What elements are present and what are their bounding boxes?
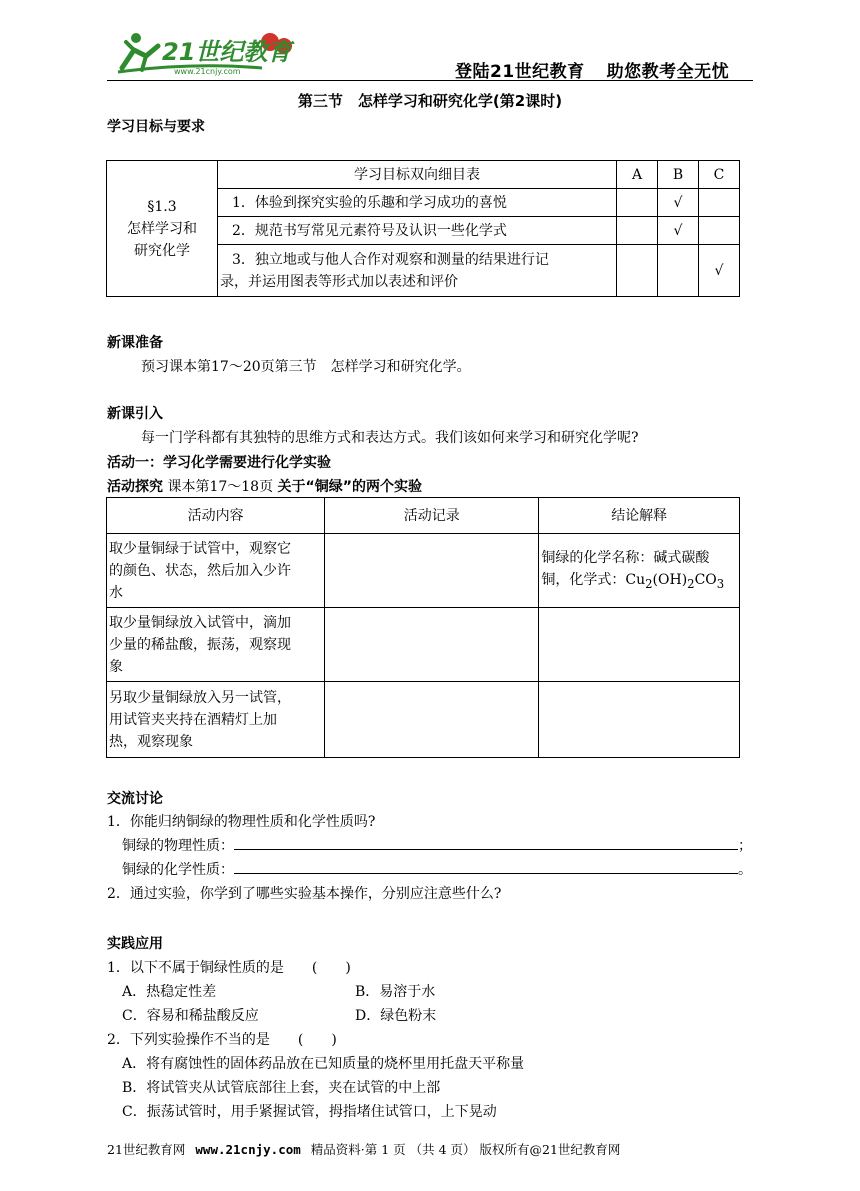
table-row [107,608,740,682]
table-row [107,682,740,758]
header-conclusion: 结论解释 [539,498,740,534]
content-line: 少量的稀盐酸，振荡，观察现 [109,636,291,653]
level-a [617,245,658,297]
logo-graphic [112,28,302,78]
header-record: 活动记录 [325,498,539,534]
q2-option-b[interactable]: B．将试管夹从试管底部往上套，夹在试管的中上部 [122,1080,441,1096]
footer-right: 精品资料·第 1 页 （共 4 页） 版权所有@21世纪教育网 [310,1142,621,1157]
explore-label: 活动探究 [107,479,163,495]
explore-line [107,476,422,496]
objective-text [218,245,617,297]
q1-option-a[interactable]: A．热稳定性差 [122,984,217,1000]
col-a-header: A [617,161,658,189]
chemical-line: 铜绿的化学性质： 。 [122,859,752,879]
q1-option-b[interactable]: B．易溶于水 [355,984,436,1000]
level-c [699,189,740,217]
objective-text: 2．规范书写常见元素符号及认识一些化学式 [218,217,617,245]
level-a [617,217,658,245]
level-b: √ [658,189,699,217]
intro-text: 每一门学科都有其独特的思维方式和表达方式。我们该如何来学习和研究化学呢? [141,430,639,446]
level-c [699,217,740,245]
objective-text: 1．体验到探究实验的乐趣和学习成功的喜悦 [218,189,617,217]
footer-site-link[interactable]: www.21cnjy.com [195,1142,301,1157]
page-footer [107,1140,620,1158]
objectives-table [106,160,740,297]
chemical-label: 铜绿的化学性质： [122,862,234,878]
table-header: 学习目标双向细目表 [218,161,617,189]
section-title-line2: 研究化学 [134,242,190,259]
explore-topic: 关于“铜绿”的两个实验 [277,479,422,495]
section-title-line1: 怎样学习和 [127,220,197,237]
header-rule [107,80,753,81]
activity-content [107,682,325,758]
chemical-blank[interactable] [234,859,738,874]
objectives-heading: 学习目标与要求 [107,119,205,135]
col-c-header: C [699,161,740,189]
explore-text: 课本第17～18页 [167,479,274,495]
content-line: 用试管夹夹持在酒精灯上加 [109,711,277,728]
level-b: √ [658,217,699,245]
level-a [617,189,658,217]
objective-text-line2: 录，并运用图表等形式加以表述和评价 [220,273,458,290]
content-line: 热，观察现象 [109,733,193,750]
objective-text-line1: 3．独立地或与他人合作对观察和测量的结果进行记 [232,251,549,268]
activity-conclusion[interactable] [539,608,740,682]
logo-text: 21世纪教育 [162,38,292,66]
physical-label: 铜绿的物理性质： [122,838,234,854]
slogan-right: 助您教考全无忧 [606,62,730,82]
content-line: 水 [109,584,123,601]
content-line: 取少量铜绿放入试管中，滴加 [109,614,291,631]
activity-conclusion[interactable] [539,682,740,758]
q2-option-a[interactable]: A．将有腐蚀性的固体药品放在已知质量的烧杯里用托盘天平称量 [122,1056,525,1072]
site-logo [112,28,302,78]
section-cell [107,161,218,297]
q2-option-c[interactable]: C．振荡试管时，用手紧握试管，拇指堵住试管口，上下晃动 [122,1104,497,1120]
slogan-left: 登陆21世纪教育 [455,62,585,82]
physical-line: 铜绿的物理性质： ； [122,835,752,855]
prep-text: 预习课本第17～20页第三节 怎样学习和研究化学。 [141,359,471,375]
practice-q2: 2．下列实验操作不当的是 ( ) [107,1032,337,1048]
discussion-q1: 1．你能归纳铜绿的物理性质和化学性质吗? [107,814,376,830]
q1-option-d[interactable]: D．绿色粉末 [355,1008,437,1024]
activity-table [106,497,740,758]
activity-conclusion [539,534,740,608]
logo-url: www.21cnjy.com [174,67,241,76]
content-line: 另取少量铜绿放入另一试管， [109,689,291,706]
physical-blank[interactable] [234,835,738,850]
practice-q1: 1．以下不属于铜绿性质的是 ( ) [107,960,351,976]
content-line: 的颜色、状态，然后加入少许 [109,562,291,579]
content-line: 取少量铜绿于试管中，观察它 [109,540,291,557]
activity-record[interactable] [325,608,539,682]
discussion-heading: 交流讨论 [107,791,163,807]
prep-heading: 新课准备 [107,335,163,351]
activity-record[interactable] [325,682,539,758]
q1-option-c[interactable]: C．容易和稀盐酸反应 [122,1008,259,1024]
conclusion-line1: 铜绿的化学名称：碱式碳酸 [541,549,710,566]
activity-heading: 活动一：学习化学需要进行化学实验 [107,455,331,471]
footer-left: 21世纪教育网 [107,1142,186,1157]
page-title: 第三节 怎样学习和研究化学(第2课时) [297,92,563,110]
conclusion-formula: 铜，化学式：$Cu_2(OH)_2CO_3$ [541,571,725,591]
level-c: √ [699,245,740,297]
activity-content [107,534,325,608]
content-line: 象 [109,658,123,675]
level-b [658,245,699,297]
table-row [107,534,740,608]
header-slogan [455,57,729,82]
activity-record[interactable] [325,534,539,608]
header-content: 活动内容 [107,498,325,534]
col-b-header: B [658,161,699,189]
discussion-q2: 2．通过实验，你学到了哪些实验基本操作，分别应注意些什么? [107,886,502,902]
intro-heading: 新课引入 [107,406,163,422]
section-number: §1.3 [147,198,177,215]
activity-content [107,608,325,682]
practice-heading: 实践应用 [107,936,163,952]
